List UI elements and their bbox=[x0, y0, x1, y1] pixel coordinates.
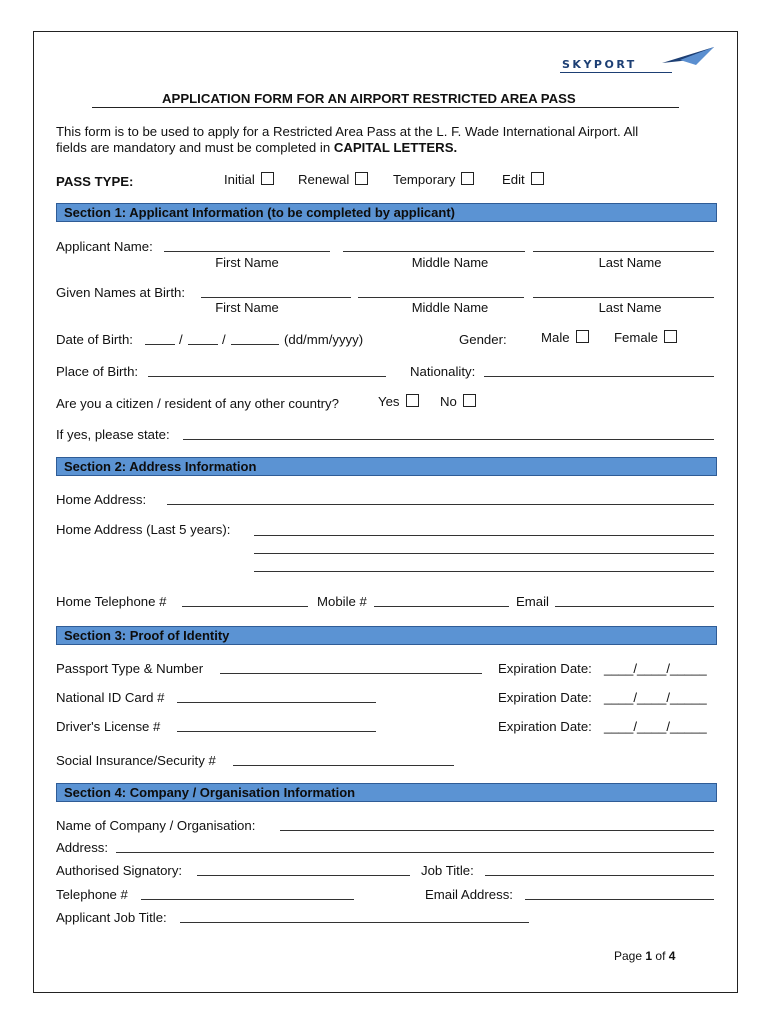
pass-type-initial[interactable] bbox=[224, 172, 274, 187]
home-address-5-field-3[interactable] bbox=[254, 571, 714, 572]
signatory-field[interactable] bbox=[197, 875, 410, 876]
drivers-license-field[interactable] bbox=[177, 731, 376, 732]
pass-type-edit[interactable] bbox=[502, 172, 544, 187]
email-address-label: Email Address: bbox=[425, 887, 513, 902]
logo-underline bbox=[560, 72, 672, 73]
section-1-header: Section 1: Applicant Information (to be completed by applicant) bbox=[56, 203, 717, 222]
company-name-field[interactable] bbox=[280, 830, 714, 831]
applicant-name-label: Applicant Name: bbox=[56, 239, 153, 254]
social-security-label: Social Insurance/Security # bbox=[56, 753, 216, 768]
dob-month-field[interactable] bbox=[188, 344, 218, 345]
page-number bbox=[614, 949, 675, 963]
given-first-name-field[interactable] bbox=[201, 297, 351, 298]
male-checkbox[interactable] bbox=[576, 330, 589, 343]
logo-text: SKYPORT bbox=[562, 58, 637, 71]
passport-expiration-field[interactable]: ____/____/_____ bbox=[604, 661, 707, 676]
drivers-license-label: Driver's License # bbox=[56, 719, 161, 734]
temporary-label: Temporary bbox=[393, 172, 456, 187]
given-middle-name-caption: Middle Name bbox=[411, 300, 489, 315]
yes-label: Yes bbox=[378, 394, 400, 409]
national-id-expiration-label: Expiration Date: bbox=[498, 690, 592, 705]
job-title-label: Job Title: bbox=[421, 863, 474, 878]
temporary-checkbox[interactable] bbox=[461, 172, 474, 185]
company-telephone-field[interactable] bbox=[141, 899, 354, 900]
national-id-field[interactable] bbox=[177, 702, 376, 703]
passport-label: Passport Type & Number bbox=[56, 661, 204, 676]
form-title: APPLICATION FORM FOR AN AIRPORT RESTRICTED AREA PASS bbox=[162, 91, 576, 106]
skyport-logo-icon bbox=[660, 45, 716, 67]
applicant-job-title-label: Applicant Job Title: bbox=[56, 910, 167, 925]
given-names-label: Given Names at Birth: bbox=[56, 285, 185, 300]
dob-year-field[interactable] bbox=[231, 344, 279, 345]
email-field[interactable] bbox=[555, 606, 714, 607]
form-page-border bbox=[33, 31, 738, 993]
home-address-field[interactable] bbox=[167, 504, 714, 505]
edit-checkbox[interactable] bbox=[531, 172, 544, 185]
citizen-yes[interactable] bbox=[378, 394, 419, 409]
gender-male[interactable] bbox=[541, 330, 589, 345]
job-title-field[interactable] bbox=[485, 875, 714, 876]
gender-label: Gender: bbox=[459, 332, 507, 347]
home-address-5-field-1[interactable] bbox=[254, 535, 714, 536]
intro-line-1: This form is to be used to apply for a Restricted Area Pass at the L. F. Wade International Airport. All bbox=[56, 124, 639, 139]
dob-format: (dd/mm/yyyy) bbox=[284, 332, 364, 347]
company-name-label: Name of Company / Organisation: bbox=[56, 818, 256, 833]
pass-type-label: PASS TYPE: bbox=[56, 174, 134, 189]
page-label: Page bbox=[614, 949, 643, 963]
home-telephone-field[interactable] bbox=[182, 606, 308, 607]
applicant-last-name-field[interactable] bbox=[533, 251, 714, 252]
female-checkbox[interactable] bbox=[664, 330, 677, 343]
nationality-label: Nationality: bbox=[410, 364, 476, 379]
citizen-no[interactable] bbox=[440, 394, 476, 409]
section-3-header: Section 3: Proof of Identity bbox=[56, 626, 717, 645]
intro-capital-letters: CAPITAL LETTERS. bbox=[333, 140, 458, 155]
place-of-birth-field[interactable] bbox=[148, 376, 386, 377]
first-name-caption: First Name bbox=[215, 255, 279, 270]
renewal-label: Renewal bbox=[298, 172, 350, 187]
nationality-field[interactable] bbox=[484, 376, 714, 377]
last-name-caption: Last Name bbox=[598, 255, 662, 270]
pass-type-temporary[interactable] bbox=[393, 172, 474, 187]
applicant-middle-name-field[interactable] bbox=[343, 251, 525, 252]
home-telephone-label: Home Telephone # bbox=[56, 594, 167, 609]
male-label: Male bbox=[541, 330, 570, 345]
drivers-license-expiration-label: Expiration Date: bbox=[498, 719, 592, 734]
pass-type-renewal[interactable] bbox=[298, 172, 368, 187]
female-label: Female bbox=[614, 330, 658, 345]
home-address-label: Home Address: bbox=[56, 492, 147, 507]
gender-female[interactable] bbox=[614, 330, 677, 345]
given-last-name-field[interactable] bbox=[533, 297, 714, 298]
yes-checkbox[interactable] bbox=[406, 394, 419, 407]
national-id-expiration-field[interactable]: ____/____/_____ bbox=[604, 690, 707, 705]
if-yes-label: If yes, please state: bbox=[56, 427, 170, 442]
email-label: Email bbox=[516, 594, 549, 609]
signatory-label: Authorised Signatory: bbox=[56, 863, 183, 878]
social-security-field[interactable] bbox=[233, 765, 454, 766]
edit-label: Edit bbox=[502, 172, 525, 187]
dob-sep-2: / bbox=[222, 332, 226, 347]
total-pages: 4 bbox=[668, 949, 676, 963]
dob-label: Date of Birth: bbox=[56, 332, 133, 347]
company-address-label: Address: bbox=[56, 840, 109, 855]
no-checkbox[interactable] bbox=[463, 394, 476, 407]
intro-line-2 bbox=[56, 140, 457, 155]
initial-checkbox[interactable] bbox=[261, 172, 274, 185]
home-address-5-field-2[interactable] bbox=[254, 553, 714, 554]
intro-line-2-text: fields are mandatory and must be completed in bbox=[56, 140, 334, 155]
home-address-5-label: Home Address (Last 5 years): bbox=[56, 522, 231, 537]
if-yes-field[interactable] bbox=[183, 439, 714, 440]
section-2-header: Section 2: Address Information bbox=[56, 457, 717, 476]
email-address-field[interactable] bbox=[525, 899, 714, 900]
given-middle-name-field[interactable] bbox=[358, 297, 524, 298]
given-first-name-caption: First Name bbox=[215, 300, 279, 315]
company-telephone-label: Telephone # bbox=[56, 887, 128, 902]
passport-expiration-label: Expiration Date: bbox=[498, 661, 592, 676]
place-of-birth-label: Place of Birth: bbox=[56, 364, 139, 379]
title-underline bbox=[92, 107, 679, 108]
middle-name-caption: Middle Name bbox=[411, 255, 489, 270]
current-page: 1 bbox=[645, 949, 653, 963]
given-last-name-caption: Last Name bbox=[598, 300, 662, 315]
applicant-job-title-field[interactable] bbox=[180, 922, 529, 923]
no-label: No bbox=[440, 394, 457, 409]
section-4-header: Section 4: Company / Organisation Information bbox=[56, 783, 717, 802]
initial-label: Initial bbox=[224, 172, 255, 187]
of-label: of bbox=[655, 949, 666, 963]
drivers-license-expiration-field[interactable]: ____/____/_____ bbox=[604, 719, 707, 734]
applicant-first-name-field[interactable] bbox=[164, 251, 330, 252]
passport-field[interactable] bbox=[220, 673, 482, 674]
national-id-label: National ID Card # bbox=[56, 690, 165, 705]
renewal-checkbox[interactable] bbox=[355, 172, 368, 185]
citizen-question: Are you a citizen / resident of any other country? bbox=[56, 396, 339, 411]
mobile-label: Mobile # bbox=[317, 594, 367, 609]
dob-day-field[interactable] bbox=[145, 344, 175, 345]
dob-sep-1: / bbox=[179, 332, 183, 347]
company-address-field[interactable] bbox=[116, 852, 714, 853]
mobile-field[interactable] bbox=[374, 606, 509, 607]
